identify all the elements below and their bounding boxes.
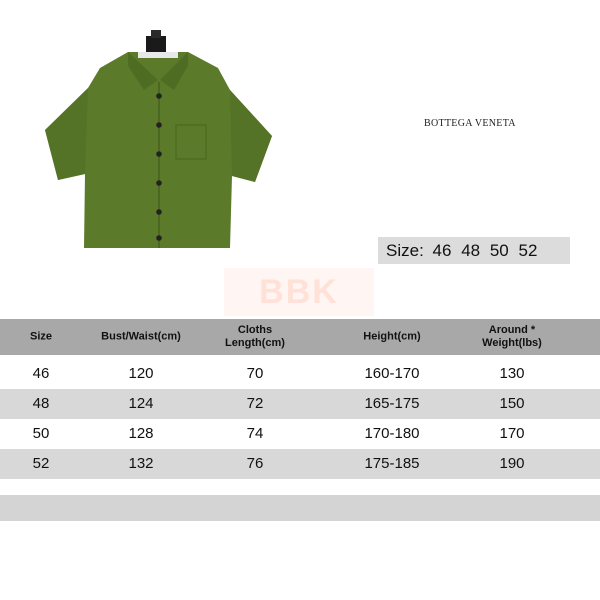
table-row <box>0 359 600 389</box>
footer-bar <box>0 495 600 521</box>
cell-size: 52 <box>32 455 50 472</box>
cell-size: 48 <box>32 395 50 412</box>
product-image <box>40 30 280 255</box>
size-summary <box>378 237 570 264</box>
cell-length: 70 <box>246 365 264 382</box>
cell-bust-waist: 120 <box>128 365 154 382</box>
header-height: Height(cm) <box>363 330 421 343</box>
cell-length: 76 <box>246 455 264 472</box>
cell-height: 165-175 <box>364 395 420 412</box>
table-row <box>0 449 600 479</box>
size-chart-table <box>0 319 600 479</box>
cell-bust-waist: 128 <box>128 425 154 442</box>
table-row <box>0 389 600 419</box>
header-size: Size <box>29 330 53 343</box>
size-option: 46 <box>432 241 452 260</box>
cell-weight: 130 <box>499 365 525 382</box>
size-option: 52 <box>518 241 538 260</box>
cell-weight: 150 <box>499 395 525 412</box>
table-header-row <box>0 319 600 355</box>
cell-bust-waist: 132 <box>128 455 154 472</box>
header-weight: Around * Weight(lbs) <box>482 324 542 349</box>
size-option: 48 <box>461 241 481 260</box>
cell-length: 74 <box>246 425 264 442</box>
cell-height: 160-170 <box>364 365 420 382</box>
cell-height: 170-180 <box>364 425 420 442</box>
watermark: BBK <box>224 268 374 316</box>
table-row <box>0 419 600 449</box>
header-cloths-length: Cloths Length(cm) <box>225 324 285 349</box>
cell-length: 72 <box>246 395 264 412</box>
cell-weight: 170 <box>499 425 525 442</box>
header-bust-waist: Bust/Waist(cm) <box>101 330 181 343</box>
cell-size: 46 <box>32 365 50 382</box>
cell-size: 50 <box>32 425 50 442</box>
cell-height: 175-185 <box>364 455 420 472</box>
shirt-illustration <box>40 30 280 255</box>
size-prefix: Size: <box>386 241 424 260</box>
cell-weight: 190 <box>499 455 525 472</box>
brand-name: BOTTEGA VENETA <box>424 118 516 129</box>
size-option: 50 <box>489 241 509 260</box>
cell-bust-waist: 124 <box>128 395 154 412</box>
